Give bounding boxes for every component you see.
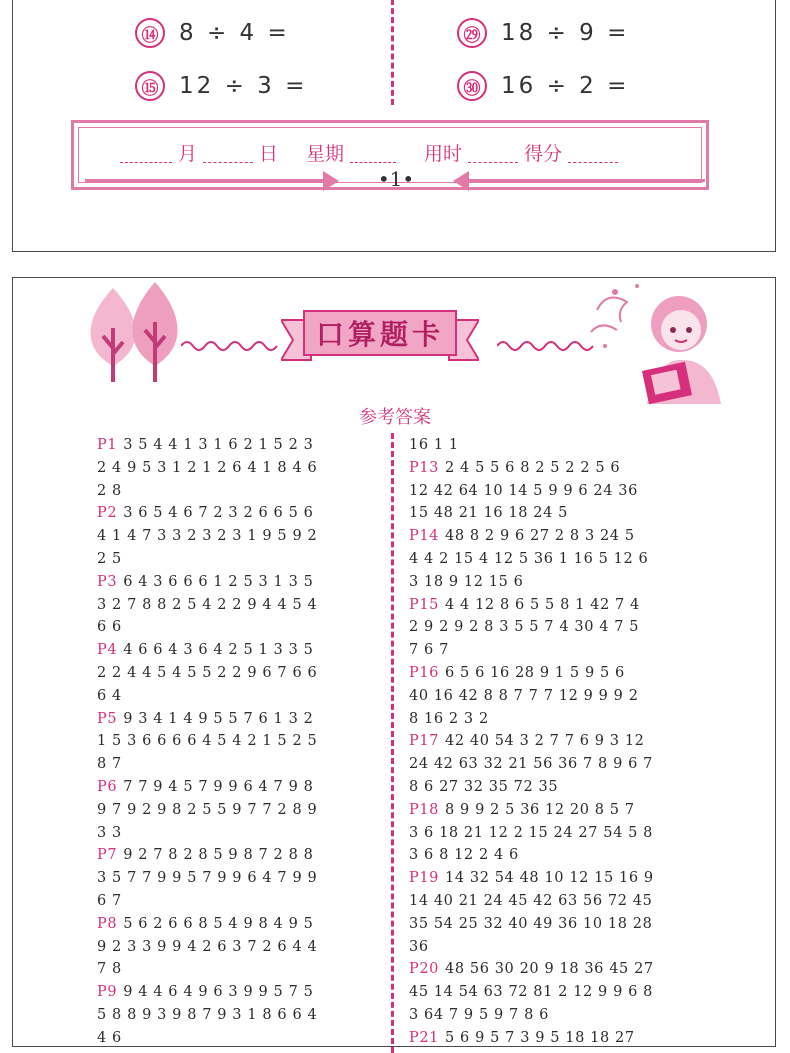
answer-line [409, 958, 709, 981]
answer-values: 3 6 8 12 2 4 6 [409, 847, 519, 864]
weekday-blank [350, 148, 396, 163]
answer-line [409, 594, 709, 617]
arrow-right-head-icon [323, 171, 339, 191]
answer-values: 12 42 64 10 14 5 9 9 6 24 36 [409, 482, 638, 499]
page-label: P21 [409, 1029, 440, 1046]
girl-reading-illustration [587, 280, 727, 408]
answer-values: 4 4 2 15 4 12 5 36 1 16 5 12 6 [409, 550, 649, 567]
answer-values: 7 7 9 4 5 7 9 9 6 4 7 9 8 [123, 778, 314, 795]
answer-values: 3 3 [97, 824, 122, 841]
column-divider [391, 433, 394, 1053]
answer-line [97, 867, 385, 890]
answer-line [409, 776, 709, 799]
answer-line [409, 708, 709, 731]
answer-line [409, 434, 709, 457]
answer-values: 9 4 4 6 4 9 6 3 9 9 5 7 5 [123, 984, 314, 1001]
answer-line [409, 890, 709, 913]
problem-number: ⑭ [135, 18, 165, 48]
answer-values: 36 [409, 938, 429, 955]
wave-right-decoration [497, 336, 597, 356]
answer-line [97, 571, 385, 594]
answer-line [97, 958, 385, 981]
page-label: P15 [409, 596, 440, 613]
month-blank [120, 148, 172, 163]
answer-line [97, 434, 385, 457]
answer-line [97, 1027, 385, 1050]
answer-line [97, 753, 385, 776]
answer-values: 4 1 4 7 3 3 2 3 2 3 1 9 5 9 2 [97, 528, 318, 545]
score-blank [568, 148, 618, 163]
title-banner [281, 306, 479, 364]
answer-values: 14 32 54 48 10 12 15 16 9 [445, 870, 654, 887]
answer-line [97, 981, 385, 1004]
info-fields [114, 139, 624, 166]
answer-values: 8 6 27 32 35 72 35 [409, 778, 559, 795]
answer-values: 6 5 6 16 28 9 1 5 9 5 6 [445, 664, 625, 681]
answer-line [409, 457, 709, 480]
answer-values: 4 6 6 4 3 6 4 2 5 1 3 3 5 [123, 642, 314, 659]
answer-values: 4 4 12 8 6 5 5 8 1 42 7 4 [445, 596, 640, 613]
answer-values: 6 4 [97, 687, 122, 704]
answer-values: 3 5 7 7 9 9 5 7 9 9 6 4 7 9 9 [97, 870, 318, 887]
problem-14 [135, 18, 290, 48]
problem-30 [457, 71, 629, 101]
answer-values: 14 40 21 24 45 42 63 56 72 45 [409, 892, 653, 909]
day-blank [203, 148, 253, 163]
answer-values: 9 7 9 2 9 8 2 5 5 9 7 7 2 8 9 [97, 801, 318, 818]
problem-expression: 8 ÷ 4 = [179, 20, 290, 46]
page-number: •1• [377, 167, 415, 191]
answer-values: 3 6 5 4 6 7 2 3 2 6 6 5 6 [123, 505, 314, 522]
answer-values: 2 4 5 5 6 8 2 5 2 2 5 6 [445, 459, 621, 476]
page-label: P9 [97, 984, 118, 1001]
answer-values: 4 6 [97, 1029, 122, 1046]
page-label: P18 [409, 801, 440, 818]
answer-line [409, 525, 709, 548]
weekday-label: 星期 [306, 143, 345, 165]
problem-number: ⑮ [135, 71, 165, 101]
answer-values: 24 42 63 32 21 56 36 7 8 9 6 7 [409, 756, 653, 773]
page-label: P20 [409, 961, 440, 978]
answer-line [97, 799, 385, 822]
problem-number: ㉚ [457, 71, 487, 101]
answer-line [409, 502, 709, 525]
answer-values: 48 8 2 9 6 27 2 8 3 24 5 [445, 528, 635, 545]
answer-values: 1 5 3 6 6 6 6 4 5 4 2 1 5 2 5 [97, 733, 318, 750]
answer-values: 7 8 [97, 961, 122, 978]
answer-values: 9 3 4 1 4 9 5 5 7 6 1 3 2 [123, 710, 314, 727]
time-used-label: 用时 [424, 143, 463, 165]
answer-values: 3 18 9 12 15 6 [409, 573, 524, 590]
column-divider [391, 0, 394, 105]
worksheet-page [12, 0, 776, 252]
answer-line [97, 685, 385, 708]
answer-line [409, 981, 709, 1004]
page-label: P3 [97, 573, 118, 590]
answer-line [409, 730, 709, 753]
answer-values: 45 14 54 63 72 81 2 12 9 9 6 8 [409, 984, 653, 1001]
problem-expression: 18 ÷ 9 = [501, 20, 630, 46]
answer-line [409, 822, 709, 845]
answer-values: 3 2 7 8 8 2 5 4 2 2 9 4 4 5 4 [97, 596, 318, 613]
answer-line [97, 890, 385, 913]
time-used-blank [468, 148, 518, 163]
answer-line [97, 639, 385, 662]
answer-values: 6 7 [97, 892, 122, 909]
page-label: P7 [97, 847, 118, 864]
answer-line [97, 480, 385, 503]
answer-values: 40 16 42 8 8 7 7 7 12 9 9 9 2 [409, 687, 639, 704]
answer-line [409, 662, 709, 685]
answer-line [97, 548, 385, 571]
month-label: 月 [178, 143, 198, 165]
page-label: P6 [97, 778, 118, 795]
answer-values: 8 9 9 2 5 36 12 20 8 5 7 [445, 801, 635, 818]
arrow-left-head-icon [453, 171, 469, 191]
answer-values: 3 64 7 9 5 9 7 8 6 [409, 1006, 549, 1023]
answer-values: 6 4 3 6 6 6 1 2 5 3 1 3 5 [123, 573, 314, 590]
answer-line [409, 913, 709, 936]
answer-line [409, 844, 709, 867]
page-label: P13 [409, 459, 440, 476]
answer-line [97, 502, 385, 525]
answer-values: 6 6 [97, 619, 122, 636]
answer-line [97, 730, 385, 753]
answer-values: 3 5 4 4 1 3 1 6 2 1 5 2 3 [123, 437, 314, 453]
banner-title: 口算题卡 [315, 318, 444, 351]
answer-values: 15 48 21 16 18 24 5 [409, 505, 568, 522]
answers-left-column [97, 434, 385, 1050]
answer-line [409, 548, 709, 571]
answer-values: 42 40 54 3 2 7 7 6 9 3 12 [445, 733, 645, 750]
arrow-right-icon [85, 179, 325, 182]
answer-line [409, 936, 709, 959]
page-label: P4 [97, 642, 118, 659]
answer-line [97, 594, 385, 617]
answer-line [409, 799, 709, 822]
answer-values: 5 6 2 6 6 8 5 4 9 8 4 9 5 [123, 915, 314, 932]
answer-line [97, 616, 385, 639]
page-label: P8 [97, 915, 118, 932]
answer-line [409, 639, 709, 662]
answer-line [97, 776, 385, 799]
answer-line [97, 913, 385, 936]
answer-line [97, 525, 385, 548]
answer-values: 7 6 7 [409, 642, 449, 659]
answer-card-page [12, 277, 776, 1047]
page-label: P19 [409, 870, 440, 887]
answer-line [97, 457, 385, 480]
trees-illustration [75, 278, 205, 388]
answer-values: 2 4 9 5 3 1 2 1 2 6 4 1 8 4 6 [97, 459, 318, 476]
answer-values: 2 8 [97, 482, 122, 499]
answer-line [97, 822, 385, 845]
answer-line [97, 708, 385, 731]
day-label: 日 [259, 143, 279, 165]
page-label: P1 [97, 437, 118, 453]
answer-values: 5 8 8 9 3 9 8 7 9 3 1 8 6 6 4 [97, 1006, 318, 1023]
answer-values: 48 56 30 20 9 18 36 45 27 [445, 961, 654, 978]
answer-line [409, 571, 709, 594]
answer-values: 9 2 7 8 2 8 5 9 8 7 2 8 8 [123, 847, 314, 864]
answer-line [409, 616, 709, 639]
problem-29 [457, 18, 629, 48]
answer-line [97, 1004, 385, 1027]
page-label: P2 [97, 505, 118, 522]
answer-line [409, 480, 709, 503]
answer-line [97, 662, 385, 685]
answer-values: 9 2 3 3 9 9 4 2 6 3 7 2 6 4 4 [97, 938, 318, 955]
answer-line [409, 685, 709, 708]
answer-values: 2 9 2 9 2 8 3 5 5 7 4 30 4 7 5 [409, 619, 640, 636]
answer-values: 2 5 [97, 550, 122, 567]
answer-line [409, 1027, 709, 1050]
answer-line [97, 844, 385, 867]
answer-line [97, 936, 385, 959]
page-label: P14 [409, 528, 440, 545]
answer-values: 3 6 18 21 12 2 15 24 27 54 5 8 [409, 824, 653, 841]
answers-right-column [409, 434, 709, 1050]
answer-values: 8 7 [97, 756, 122, 773]
wave-left-decoration [181, 336, 281, 356]
answer-values: 16 1 1 [409, 437, 459, 453]
answer-values: 35 54 25 32 40 49 36 10 18 28 [409, 915, 653, 932]
answer-values: 2 2 4 4 5 4 5 5 2 2 9 6 7 6 6 [97, 664, 318, 681]
answer-line [409, 867, 709, 890]
answer-key-subtitle: 参考答案 [359, 407, 431, 428]
page-label: P5 [97, 710, 118, 727]
answer-line [409, 1004, 709, 1027]
answer-values: 8 16 2 3 2 [409, 710, 489, 727]
problem-expression: 12 ÷ 3 = [179, 73, 308, 99]
answer-line [409, 753, 709, 776]
page-label: P17 [409, 733, 440, 750]
problem-number: ㉙ [457, 18, 487, 48]
score-label: 得分 [524, 143, 563, 165]
problem-expression: 16 ÷ 2 = [501, 73, 630, 99]
answer-values: 5 6 9 5 7 3 9 5 18 18 27 [445, 1029, 635, 1046]
problem-15 [135, 71, 307, 101]
arrow-left-icon [467, 179, 705, 182]
page-label: P16 [409, 664, 440, 681]
